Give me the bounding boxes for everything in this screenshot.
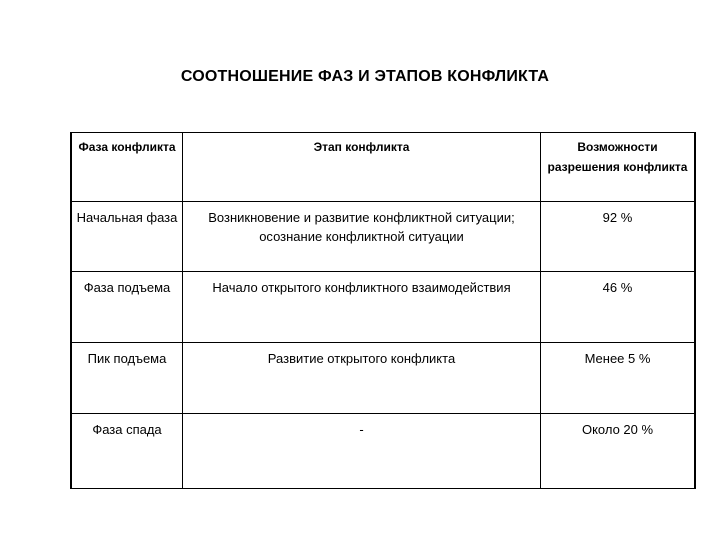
header-stage: Этап конфликта <box>183 133 541 201</box>
page-title: СООТНОШЕНИЕ ФАЗ И ЭТАПОВ КОНФЛИКТА <box>180 68 550 85</box>
header-possibility: Возможности разрешения конфликта <box>541 133 695 201</box>
table-row <box>72 201 695 271</box>
table-row <box>72 271 695 342</box>
cell-phase: Фаза подъема <box>72 271 183 342</box>
cell-possibility: Менее 5 % <box>541 342 695 413</box>
cell-phase: Начальная фаза <box>72 201 183 271</box>
cell-stage: - <box>183 413 541 488</box>
cell-phase: Фаза спада <box>72 413 183 488</box>
table-header-row <box>72 133 695 201</box>
cell-possibility: Около 20 % <box>541 413 695 488</box>
cell-stage: Возникновение и развитие конфликтной ситуации; осознание конфликтной ситуации <box>183 201 541 271</box>
cell-possibility: 92 % <box>541 201 695 271</box>
cell-stage: Начало открытого конфликтного взаимодействия <box>183 271 541 342</box>
cell-stage: Развитие открытого конфликта <box>183 342 541 413</box>
cell-phase: Пик подъема <box>72 342 183 413</box>
table-row <box>72 342 695 413</box>
cell-possibility: 46 % <box>541 271 695 342</box>
table-row <box>72 413 695 488</box>
header-phase: Фаза конфликта <box>72 133 183 201</box>
phases-table <box>71 133 695 488</box>
